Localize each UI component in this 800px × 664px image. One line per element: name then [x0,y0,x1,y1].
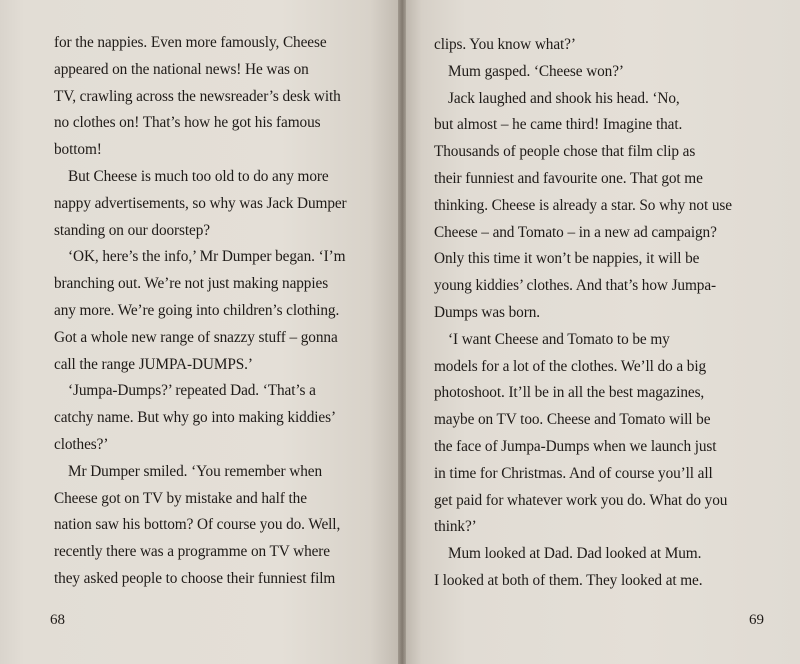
text-line: recently there was a programme on TV where [54,543,330,561]
text-line: no clothes on! That’s how he got his famous [54,114,321,132]
text-line: appeared on the national news! He was on [54,60,309,78]
left-page-text [54,30,380,593]
text-line: think?’ [434,518,477,536]
right-page [402,0,800,664]
book-gutter [398,0,406,664]
text-line: maybe on TV too. Cheese and Tomato will be [434,411,711,429]
text-line: TV, crawling across the newsreader’s desk with [54,87,341,105]
text-line: their funniest and favourite one. That got me [434,169,703,187]
text-line: but almost – he came third! Imagine that. [434,116,683,134]
text-line: Mr Dumper smiled. ‘You remember when [68,462,322,480]
text-line: ‘Jumpa-Dumps?’ repeated Dad. ‘That’s a [68,382,316,400]
text-line: in time for Christmas. And of course you’ll all [434,464,713,482]
text-line: call the range JUMPA-DUMPS.’ [54,355,253,373]
text-line: photoshoot. It’ll be in all the best magazines, [434,384,705,402]
right-page-text [434,32,770,595]
text-line: standing on our doorstep? [54,221,210,239]
text-line: ‘OK, here’s the info,’ Mr Dumper began. ‘I’m [68,248,346,266]
text-line: Dumps was born. [434,303,540,321]
text-line: get paid for whatever work you do. What do you [434,491,728,509]
text-line: thinking. Cheese is already a star. So why not use [434,196,732,214]
text-line: Jack laughed and shook his head. ‘No, [448,89,680,107]
text-line: Only this time it won’t be nappies, it will be [434,250,700,268]
text-line: models for a lot of the clothes. We’ll do a big [434,357,707,375]
text-line: branching out. We’re not just making nappies [54,275,329,293]
text-line: they asked people to choose their funniest film [54,569,336,587]
text-line: any more. We’re going into children’s clothing. [54,301,340,319]
page-number: 68 [50,612,65,628]
text-line: Got a whole new range of snazzy stuff – gonna [54,328,338,346]
text-line: clothes?’ [54,435,109,453]
text-line: Mum looked at Dad. Dad looked at Mum. [448,545,702,563]
text-line: But Cheese is much too old to do any more [68,167,329,185]
text-line: Cheese – and Tomato – in a new ad campaign? [434,223,717,241]
page-number: 69 [749,612,764,628]
text-line: for the nappies. Even more famously, Cheese [54,34,327,51]
text-line: nation saw his bottom? Of course you do. Well, [54,516,341,534]
text-line: ‘I want Cheese and Tomato to be my [448,330,670,348]
text-line: clips. You know what?’ [434,36,576,53]
text-line: Thousands of people chose that film clip as [434,143,696,161]
text-line: nappy advertisements, so why was Jack Dumper [54,194,347,212]
text-line: I looked at both of them. They looked at me. [434,571,703,589]
text-line: catchy name. But why go into making kiddies’ [54,409,336,427]
text-line: the face of Jumpa-Dumps when we launch just [434,437,717,455]
text-line: Mum gasped. ‘Cheese won?’ [448,62,624,80]
text-line: bottom! [54,141,102,159]
text-line: Cheese got on TV by mistake and half the [54,489,307,507]
text-line: young kiddies’ clothes. And that’s how Jumpa- [434,277,717,295]
